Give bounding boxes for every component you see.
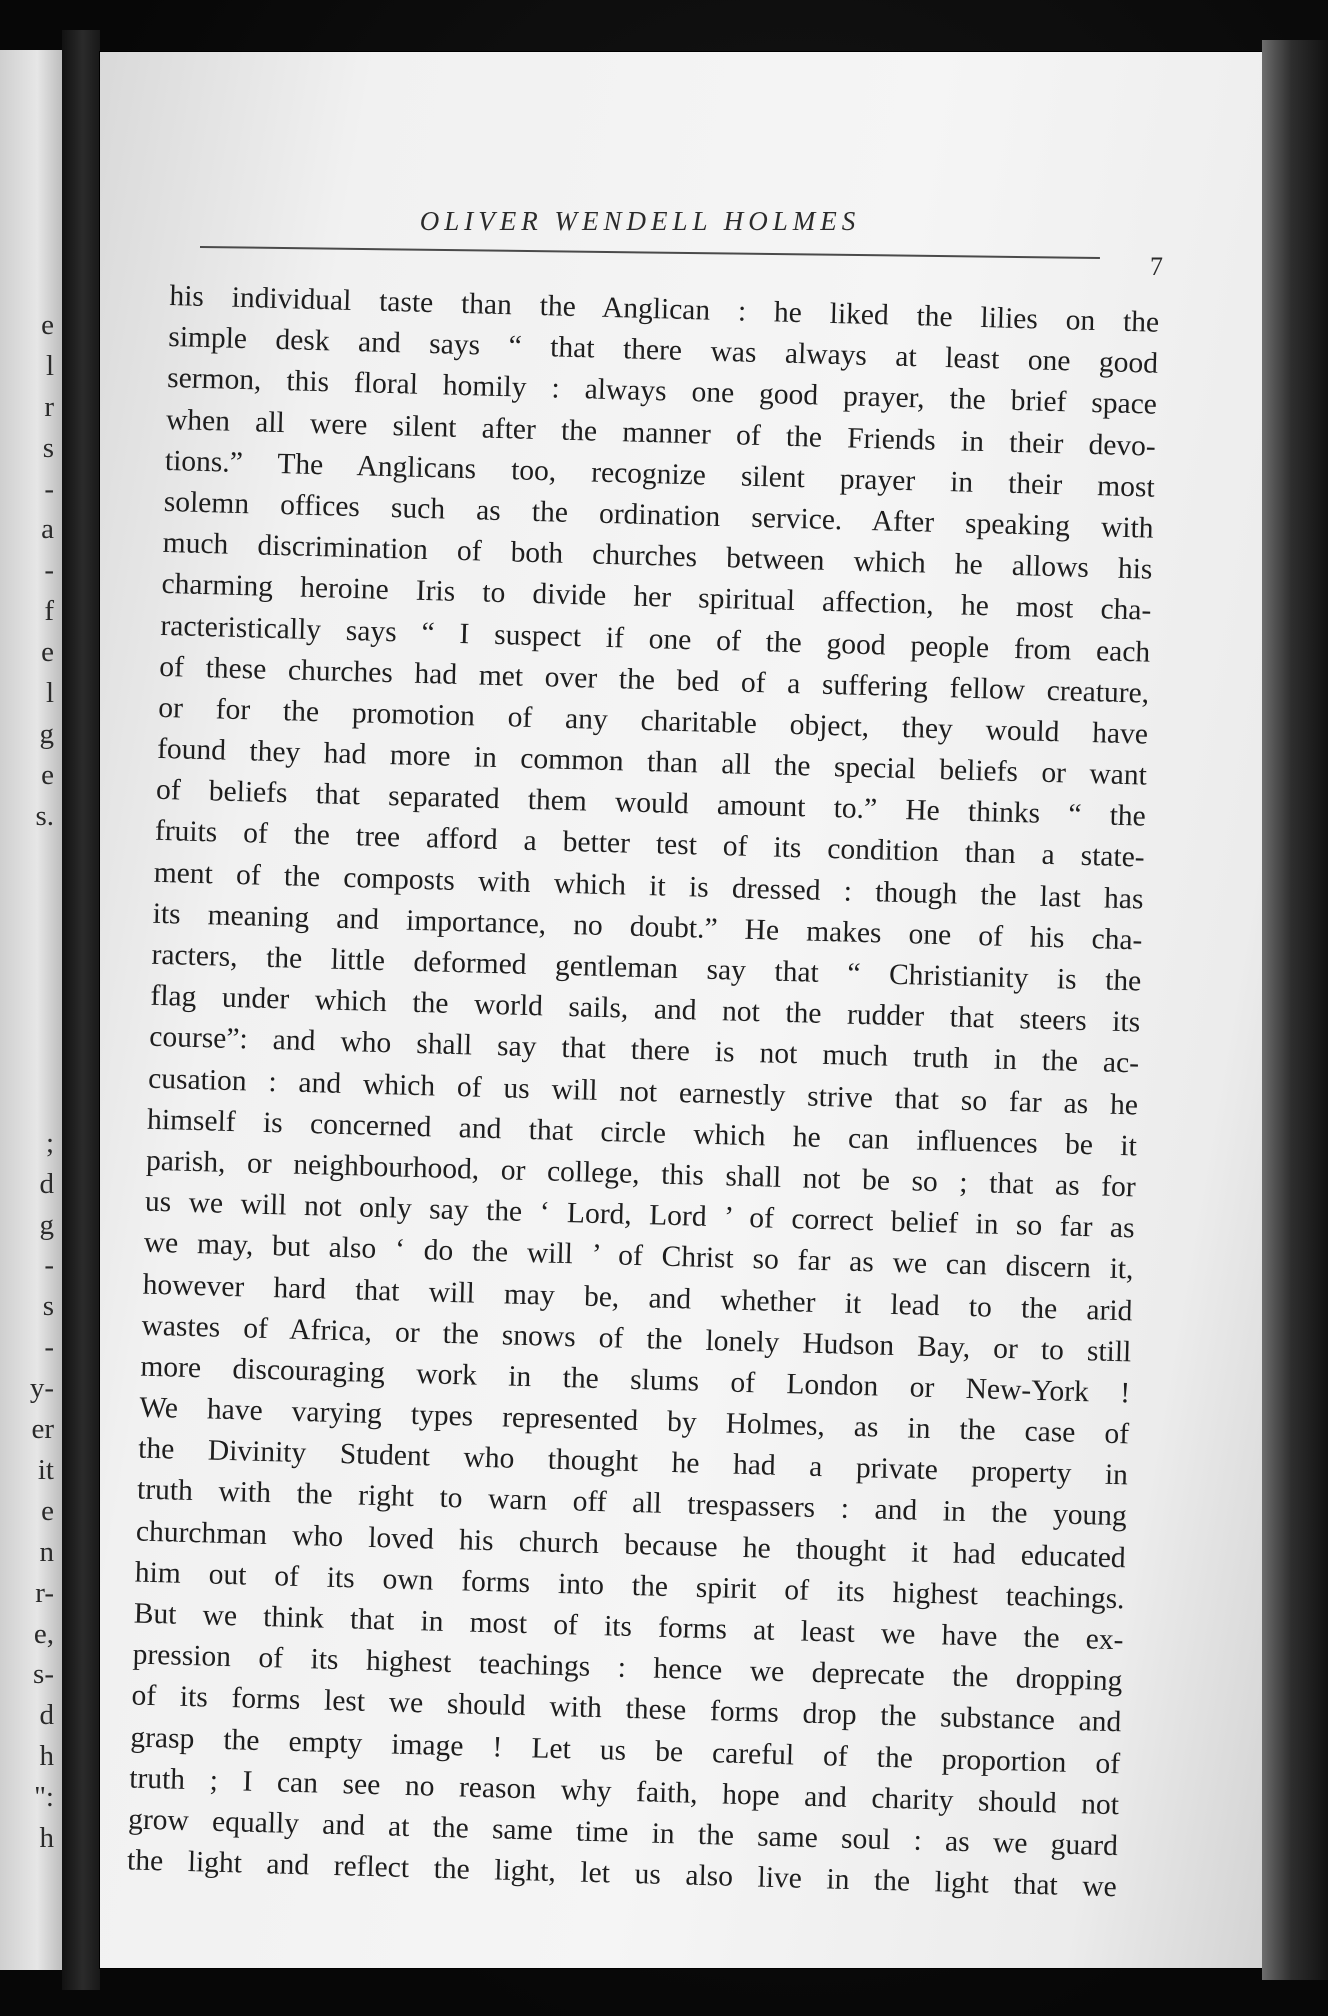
facing-page-edge <box>0 50 62 1970</box>
facing-page-fragment: e, <box>33 1617 54 1650</box>
text-line: more discouraging work in the slums of London or New-York ! <box>140 1350 1131 1410</box>
text-line: the Divinity Student who thought he had a private property in <box>137 1432 1129 1492</box>
facing-page-fragment <box>2 1000 60 1041</box>
text-line: racteristically says “ I suspect if one of the good people from each <box>160 609 1151 669</box>
facing-page-fragment: g <box>39 1208 54 1241</box>
text-line: grow equally and at the same time in the same soul : as we guard <box>127 1803 1119 1863</box>
text-line: sermon, this floral homily : always one good prayer, the brief space <box>166 362 1158 422</box>
facing-page-fragment: l <box>45 677 54 710</box>
facing-page-fragment: g <box>39 717 54 750</box>
body-text <box>127 276 1160 1909</box>
page-edge-shadow <box>1262 40 1328 1980</box>
facing-page-fragment: ": <box>34 1781 54 1814</box>
text-line: racters, the little deformed gentleman say that “ Christianity is the <box>151 938 1142 998</box>
text-line: flag under which the world sails, and not the rudder that steers its <box>150 979 1141 1039</box>
facing-page-fragment: ; <box>45 1126 54 1159</box>
facing-page-fragment: h <box>39 1740 54 1773</box>
facing-page-fragment: e <box>41 758 54 791</box>
facing-page-fragment: f <box>44 595 54 628</box>
text-line: its meaning and importance, no doubt.” He makes one of his cha- <box>152 897 1143 957</box>
text-line: wastes of Africa, or the snows of the lonely Hudson Bay, or to still <box>141 1309 1132 1369</box>
header-rule <box>200 246 1100 259</box>
running-head: OLIVER WENDELL HOLMES <box>419 206 861 236</box>
facing-page-fragment <box>2 837 60 878</box>
facing-page-fragment: e <box>41 636 54 669</box>
text-line: us we will not only say the ‘ Lord, Lord ’ of correct belief in so far as <box>144 1185 1136 1245</box>
facing-page-fragment <box>2 918 60 959</box>
text-line: pression of its highest teachings : hence we deprecate the dropping <box>132 1638 1123 1698</box>
facing-page-fragment: it <box>37 1453 54 1486</box>
facing-page-fragment <box>2 1041 60 1082</box>
text-line: when all were silent after the manner of the Friends in their devo- <box>165 403 1157 463</box>
facing-page-fragment: - <box>44 554 54 587</box>
facing-page-fragment: h <box>39 1821 54 1854</box>
book-gutter <box>62 30 100 1990</box>
facing-page-fragment: s <box>42 431 54 464</box>
text-line: truth with the right to warn off all trespassers : and in the young <box>136 1473 1128 1533</box>
facing-page-fragment: y- <box>29 1372 54 1405</box>
text-line: churchman who loved his church because he thought it had educated <box>135 1515 1127 1574</box>
facing-page-fragment: - <box>44 1331 54 1364</box>
text-line: course”: and who shall say that there is not much truth in the ac- <box>148 1021 1140 1080</box>
facing-page-fragment: d <box>39 1167 54 1200</box>
text-line: cusation : and which of us will not earnestly strive that so far as he <box>147 1062 1139 1122</box>
facing-page-fragment: r <box>44 390 54 423</box>
facing-page-fragment: d <box>39 1699 54 1732</box>
text-line: simple desk and says “ that there was always at least one good <box>167 321 1159 380</box>
text-line: grasp the empty image ! Let us be careful of the proportion of <box>130 1721 1121 1780</box>
text-line: his individual taste than the Anglican : he liked the lilies on the <box>169 279 1160 339</box>
text-line: tions.” The Anglicans too, recognize silent prayer in their most <box>164 444 1156 504</box>
facing-page-fragment <box>2 1082 60 1123</box>
text-line: found they had more in common than all the special beliefs or want <box>156 732 1148 792</box>
text-line: solemn offices such as the ordination service. After speaking with <box>163 485 1154 545</box>
text-line: ment of the composts with which it is dressed : though the last has <box>153 856 1144 916</box>
facing-page-fragment: e <box>41 1494 54 1527</box>
text-line: truth ; I can see no reason why faith, hope and charity should not <box>128 1762 1120 1821</box>
facing-page-fragment: r- <box>35 1576 54 1609</box>
text-line: him out of its own forms into the spirit of its highest teachings. <box>134 1556 1125 1616</box>
facing-page-fragment: - <box>44 1249 54 1282</box>
text-line: of its forms lest we should with these forms drop the substance and <box>131 1679 1122 1739</box>
text-line: the light and reflect the light, let us also live in the light that we <box>126 1844 1118 1904</box>
facing-page-fragment: er <box>31 1413 54 1446</box>
facing-page-fragment: s- <box>33 1658 54 1691</box>
facing-page-fragment: s <box>42 1290 54 1323</box>
facing-page-fragment: a <box>41 513 54 546</box>
text-line: parish, or neighbourhood, or college, this shall not be so ; that as for <box>145 1144 1137 1204</box>
text-line: But we think that in most of its forms at least we have the ex- <box>133 1597 1124 1657</box>
facing-page-fragment: n <box>39 1535 54 1568</box>
text-line: or for the promotion of any charitable object, they would have <box>157 691 1149 751</box>
text-line: of these churches had met over the bed of a suffering fellow creature, <box>158 650 1150 710</box>
text-line: We have varying types represented by Holmes, as in the case of <box>138 1391 1130 1451</box>
facing-page-fragment <box>2 877 60 918</box>
text-line: charming heroine Iris to divide her spiritual affection, he most cha- <box>161 568 1152 627</box>
page-header <box>200 200 1163 281</box>
facing-page-fragment: - <box>44 472 54 505</box>
text-line: of beliefs that separated them would amount to.” He thinks “ the <box>155 774 1147 833</box>
facing-page-fragment <box>2 959 60 1000</box>
facing-page-fragment: s. <box>35 799 54 832</box>
facing-page-fragment: l <box>45 349 54 382</box>
text-line: we may, but also ‘ do the will ’ of Christ so far as we can discern it, <box>143 1226 1134 1286</box>
facing-page-fragment: e <box>41 309 54 341</box>
text-line: fruits of the tree afford a better test of its condition than a state- <box>154 815 1146 875</box>
facing-page-text-fragments <box>2 305 60 1859</box>
text-line: however hard that will may be, and whether it lead to the arid <box>142 1268 1133 1327</box>
text-line: himself is concerned and that circle which he can influences be it <box>146 1103 1138 1163</box>
page-number: 7 <box>1150 252 1163 281</box>
text-line: much discrimination of both churches between which he allows his <box>162 527 1153 586</box>
